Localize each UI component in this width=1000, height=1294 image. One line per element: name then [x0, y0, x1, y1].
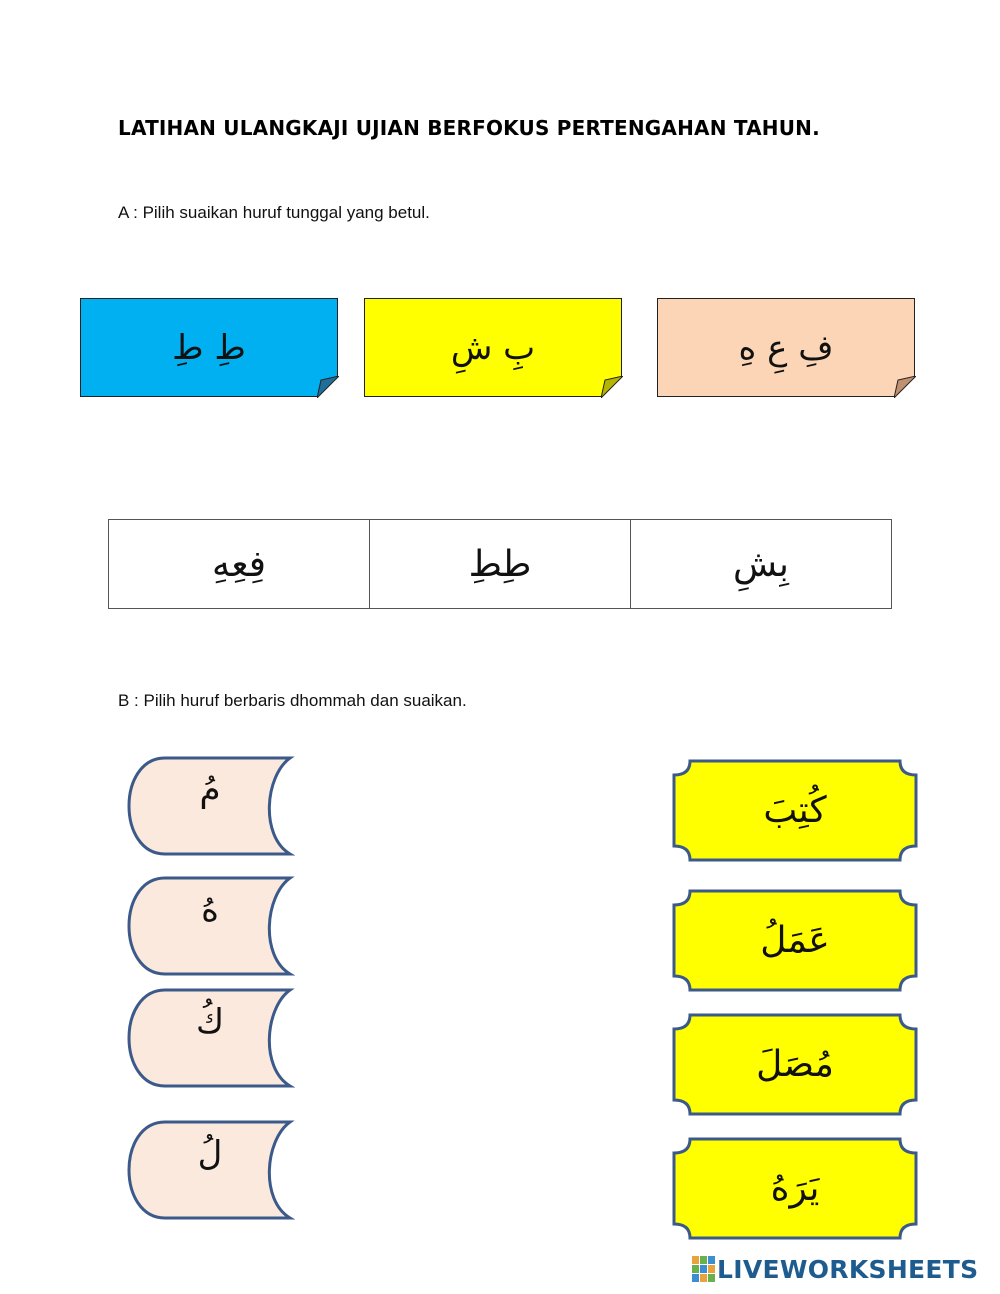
note-text: بِ شِ [450, 327, 536, 368]
plaque-item-1[interactable] [672, 759, 918, 862]
scroll-letter: كُ [195, 1002, 225, 1042]
scroll-letter: هُ [201, 890, 219, 930]
brand-name: LIVEWORKSHEETS [717, 1254, 979, 1284]
answer-table [108, 519, 892, 609]
plaque-word: مُصَلَ [756, 1044, 834, 1085]
page-curl-icon [317, 376, 339, 398]
plaque-item-3[interactable] [672, 1013, 918, 1116]
page-curl-icon [894, 376, 916, 398]
scroll-letter: لُ [197, 1134, 223, 1174]
logo-grid-icon [692, 1256, 715, 1282]
draggable-note-1[interactable] [80, 298, 338, 397]
drop-target-3[interactable]: بِشِ [631, 520, 892, 609]
section-b-instruction: B : Pilih huruf berbaris dhommah dan suaikan. [118, 691, 467, 710]
plaque-word: يَرَهُ [770, 1168, 820, 1209]
plaque-item-2[interactable] [672, 889, 918, 992]
plaque-word: كُتِبَ [763, 790, 827, 831]
scroll-letter: مُ [199, 770, 221, 810]
drop-target-2[interactable]: طِطِ [370, 520, 631, 609]
note-text: طِ طِ [172, 327, 246, 368]
note-text: فِ عِ هِ [738, 327, 834, 368]
scroll-item-3[interactable] [125, 988, 295, 1088]
liveworksheets-logo [692, 1252, 978, 1286]
plaque-item-4[interactable] [672, 1137, 918, 1240]
scroll-item-4[interactable] [125, 1120, 295, 1220]
section-a-instruction: A : Pilih suaikan huruf tunggal yang betul. [118, 203, 430, 222]
draggable-note-3[interactable] [657, 298, 915, 397]
draggable-note-2[interactable] [364, 298, 622, 397]
page-curl-icon [601, 376, 623, 398]
drop-target-1[interactable]: فِعِهِ [109, 520, 370, 609]
scroll-item-2[interactable] [125, 876, 295, 976]
scroll-item-1[interactable] [125, 756, 295, 856]
plaque-word: عَمَلُ [760, 920, 830, 961]
worksheet-title: LATIHAN ULANGKAJI UJIAN BERFOKUS PERTENGAHAN TAHUN. [118, 116, 820, 140]
